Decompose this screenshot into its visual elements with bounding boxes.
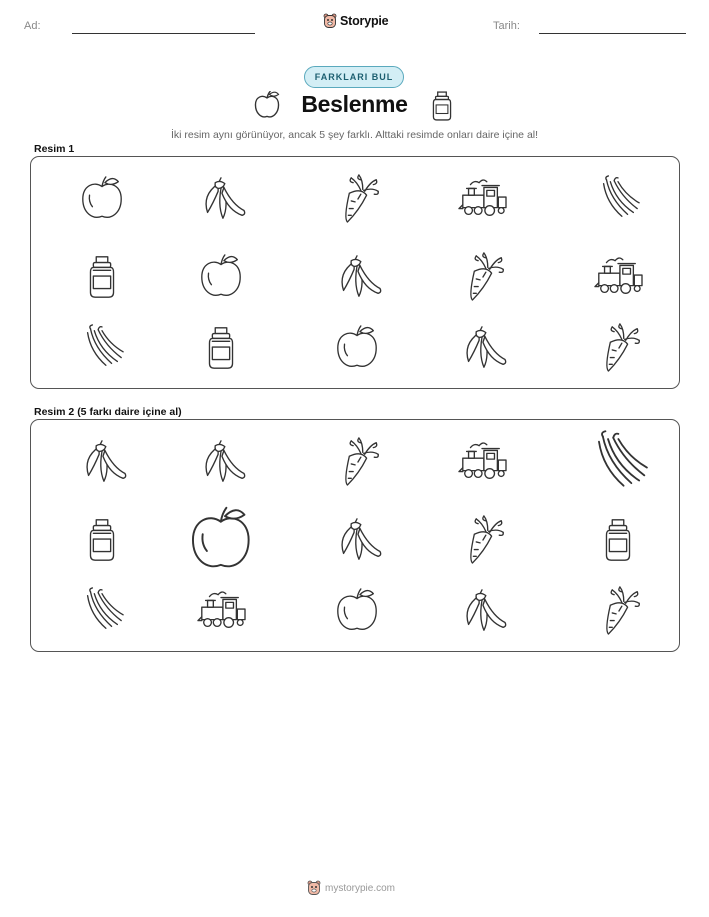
- banana-icon: [458, 587, 506, 635]
- jar-icon: [78, 253, 126, 301]
- train-icon: [458, 175, 506, 223]
- jar-icon: [431, 91, 453, 121]
- picture2-cell-r3-c1[interactable]: [78, 587, 126, 635]
- picture1-cell-r1-c1[interactable]: [78, 175, 126, 223]
- picture1-cell-r3-c3[interactable]: [333, 324, 381, 372]
- name-line[interactable]: [72, 33, 255, 34]
- carrot-icon: [458, 253, 506, 301]
- carrot-icon: [594, 587, 642, 635]
- picture2-cell-r1-c2[interactable]: [197, 438, 245, 486]
- picture1-cell-r3-c5[interactable]: [594, 324, 642, 372]
- jar-icon: [197, 324, 245, 372]
- picture1-cell-r2-c4[interactable]: [458, 253, 506, 301]
- picture2-cell-r2-c1[interactable]: [78, 516, 126, 564]
- beans-icon: [78, 587, 126, 635]
- picture2-cell-r3-c5[interactable]: [594, 587, 642, 635]
- banana-icon: [197, 438, 245, 486]
- jar-icon: [594, 516, 642, 564]
- picture1-panel: [30, 156, 680, 389]
- picture2-cell-r3-c2[interactable]: [197, 587, 245, 635]
- apple-icon: [197, 253, 245, 301]
- picture2-cell-r2-c3[interactable]: [333, 516, 381, 564]
- carrot-icon: [594, 324, 642, 372]
- picture2-cell-r1-c5[interactable]: [586, 430, 651, 495]
- banana-icon: [78, 438, 126, 486]
- apple-icon: [78, 175, 126, 223]
- picture2-cell-r2-c5[interactable]: [594, 516, 642, 564]
- picture1-cell-r2-c5[interactable]: [594, 253, 642, 301]
- picture1-label: Resim 1: [34, 143, 75, 155]
- picture2-cell-r3-c4[interactable]: [458, 587, 506, 635]
- train-icon: [594, 253, 642, 301]
- storypie-bear-icon: [307, 880, 321, 896]
- date-line[interactable]: [539, 33, 686, 34]
- carrot-icon: [333, 175, 381, 223]
- picture2-panel: [30, 419, 680, 652]
- name-label: Ad:: [24, 20, 41, 32]
- storypie-logo: [323, 13, 388, 29]
- logo-text: Storypie: [340, 14, 389, 28]
- find-differences-badge: FARKLARI BUL: [304, 66, 404, 88]
- jar-icon: [78, 516, 126, 564]
- storypie-bear-icon: [323, 13, 337, 29]
- picture2-cell-r1-c3[interactable]: [333, 438, 381, 486]
- picture1-cell-r2-c2[interactable]: [197, 253, 245, 301]
- picture1-cell-r2-c1[interactable]: [78, 253, 126, 301]
- banana-icon: [333, 253, 381, 301]
- instruction-text: İki resim aynı görünüyor, ancak 5 şey farklı. Alttaki resimde onları daire içine al!: [170, 129, 539, 141]
- picture1-cell-r3-c4[interactable]: [458, 324, 506, 372]
- picture1-cell-r1-c2[interactable]: [197, 175, 245, 223]
- banana-icon: [458, 324, 506, 372]
- picture1-cell-r2-c3[interactable]: [333, 253, 381, 301]
- train-icon: [197, 587, 245, 635]
- picture2-cell-r2-c4[interactable]: [458, 516, 506, 564]
- picture1-cell-r1-c4[interactable]: [458, 175, 506, 223]
- picture2-cell-r3-c3[interactable]: [333, 587, 381, 635]
- page-title: Beslenme: [301, 91, 408, 117]
- picture2-cell-r1-c1[interactable]: [78, 438, 126, 486]
- banana-icon: [333, 516, 381, 564]
- picture1-cell-r1-c5[interactable]: [594, 175, 642, 223]
- beans-icon: [78, 324, 126, 372]
- picture2-cell-r1-c4[interactable]: [458, 438, 506, 486]
- apple-icon: [333, 587, 381, 635]
- picture1-cell-r3-c2[interactable]: [197, 324, 245, 372]
- picture2-cell-r2-c2[interactable]: [186, 505, 256, 575]
- apple-icon: [186, 505, 256, 575]
- date-label: Tarih:: [493, 20, 520, 32]
- picture1-cell-r1-c3[interactable]: [333, 175, 381, 223]
- footer-url[interactable]: mystorypie.com: [325, 882, 396, 894]
- picture2-label: Resim 2 (5 farkı daire içine al): [34, 406, 182, 418]
- banana-icon: [197, 175, 245, 223]
- beans-icon: [586, 430, 651, 495]
- footer: [307, 880, 395, 896]
- picture1-cell-r3-c1[interactable]: [78, 324, 126, 372]
- apple-icon: [333, 324, 381, 372]
- beans-icon: [594, 175, 642, 223]
- carrot-icon: [333, 438, 381, 486]
- train-icon: [458, 438, 506, 486]
- carrot-icon: [458, 516, 506, 564]
